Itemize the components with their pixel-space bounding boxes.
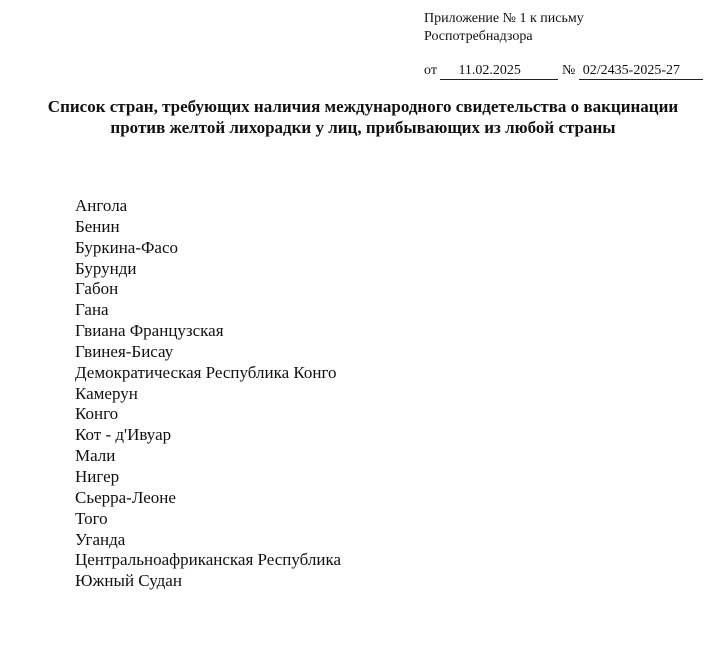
- list-item: Демократическая Республика Конго: [75, 362, 337, 382]
- document-title: Список стран, требующих наличия международного свидетельства о вакцинации против желтой лихорадки у лиц, прибывающих из любой страны: [47, 97, 679, 137]
- list-item: Ангола: [75, 196, 128, 215]
- appendix-line-2: Роспотребнадзора: [424, 29, 533, 44]
- list-item: Бурунди: [75, 258, 137, 278]
- list-item: Южный Судан: [75, 571, 182, 591]
- from-label: от: [424, 63, 437, 78]
- list-item: Камерун: [75, 383, 138, 403]
- list-item: Мали: [75, 446, 116, 466]
- list-item: Гана: [75, 300, 109, 320]
- list-item: Кот - д'Ивуар: [75, 425, 172, 445]
- list-item: Гвинея-Бисау: [75, 341, 174, 361]
- appendix-line-1: Приложение № 1 к письму: [424, 11, 584, 26]
- appendix-header: [424, 10, 584, 46]
- list-item: Того: [75, 508, 108, 528]
- country-list: [75, 196, 341, 592]
- list-item: Центральноафриканская Республика: [75, 550, 342, 570]
- number-label: №: [561, 63, 576, 78]
- list-item: Нигер: [75, 466, 120, 486]
- letter-reference: [424, 62, 703, 80]
- list-item: Сьерра-Леоне: [75, 487, 176, 507]
- list-item: Гвиана Французская: [75, 321, 224, 341]
- list-item: Буркина-Фасо: [75, 237, 179, 257]
- letter-number: 02/2435-2025-27: [579, 63, 703, 80]
- list-item: Конго: [75, 404, 119, 424]
- list-item: Габон: [75, 279, 119, 299]
- list-item: Уганда: [75, 529, 126, 549]
- list-item: Бенин: [75, 216, 120, 236]
- letter-date: 11.02.2025: [440, 63, 558, 80]
